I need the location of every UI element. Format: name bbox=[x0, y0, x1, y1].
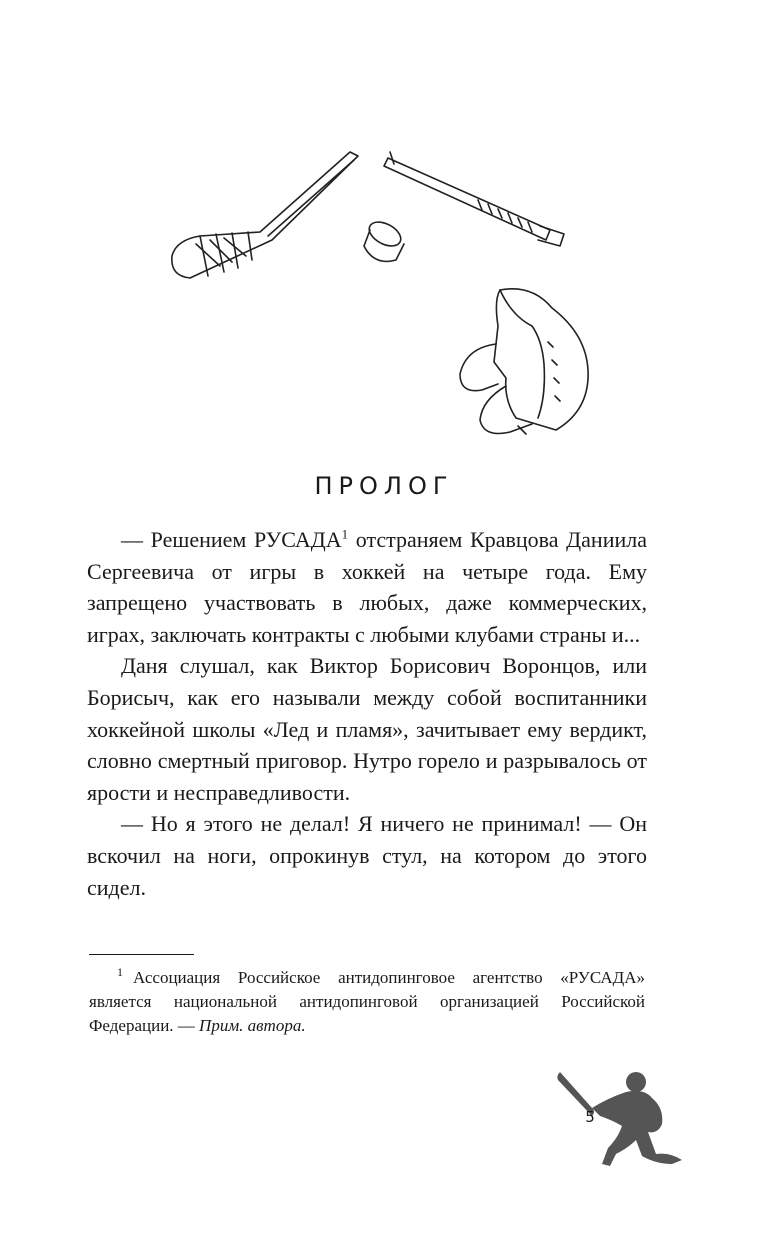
chapter-title: ПРОЛОГ bbox=[314, 472, 454, 500]
paragraph: Даня слушал, как Виктор Борисович Воронцов, или Борисыч, как его называли между собой воспитанники хоккейной школы «Лед и пламя», зачитывает ему вердикт, словно смертный приговор. Нутро горело и разрывалось от ярости и несправедливости. bbox=[87, 653, 647, 805]
paragraph: — Решением РУСАДА$^1$ отстраняем Кравцова Даниила Сергеевича от игры в хоккей на четыре года. Ему запрещено участвовать в любых, даже коммерческих, играх, заключать контракты с любыми клубами страны и... bbox=[87, 526, 647, 647]
hockey-stick-icon bbox=[172, 152, 358, 278]
hockey-equipment-illustration bbox=[160, 148, 600, 448]
footnote bbox=[89, 966, 645, 1038]
main-text bbox=[87, 524, 647, 903]
footnote-text: Ассоциация Российское антидопинговое агентство «РУСАДА» является национальной антидопинговой организацией Российской Федерации. — bbox=[89, 968, 645, 1035]
footnote-note: Прим. автора. bbox=[199, 1016, 306, 1035]
puck-icon bbox=[364, 217, 405, 261]
page-number: 5 bbox=[585, 1108, 595, 1126]
footnote-mark: 1 bbox=[117, 965, 123, 980]
footnote-separator bbox=[89, 954, 194, 955]
hockey-player-silhouette-icon bbox=[552, 1068, 686, 1168]
hockey-stick-handle-icon bbox=[384, 152, 564, 246]
footnote-reference: 1 bbox=[341, 526, 349, 542]
helmet-icon bbox=[460, 289, 588, 434]
paragraph: — Но я этого не делал! Я ничего не принимал! — Он вскочил на ноги, опрокинув стул, на котором до этого сидел. bbox=[87, 811, 647, 900]
